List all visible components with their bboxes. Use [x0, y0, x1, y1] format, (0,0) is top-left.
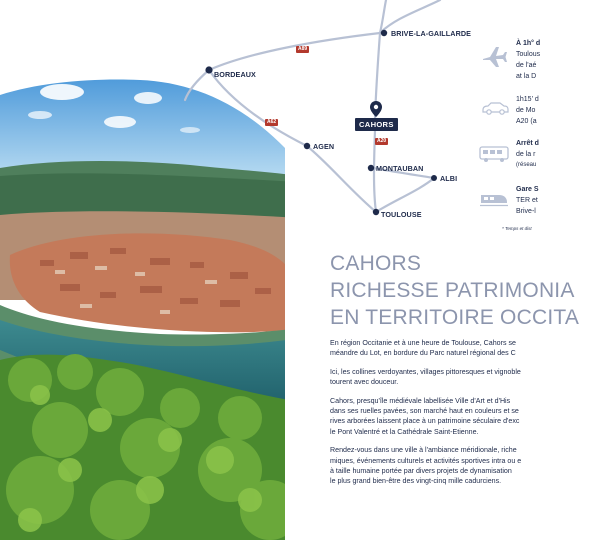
travel-train-line2: TER et — [516, 197, 538, 204]
paragraph-3 — [330, 396, 590, 438]
plane-icon — [480, 44, 508, 68]
travel-plane-line2: Toulous — [516, 51, 541, 58]
route-bordeaux-agen — [209, 70, 307, 146]
car-icon — [480, 101, 510, 115]
route-agen-toulouse — [307, 146, 376, 212]
paragraph-1-line-1: En région Occitanie et à une heure de Toulouse, Cahors se — [330, 339, 517, 347]
paragraph-1-line-2: méandre du Lot, en bordure du Parc naturel régional des C — [330, 349, 516, 358]
road-badge-a20: A20 — [377, 138, 387, 144]
travel-car-line3: A20 (a — [516, 118, 537, 125]
travel-plane-line4: at la D — [516, 73, 537, 80]
travel-plane-line1: À 1h° d — [516, 40, 541, 47]
travel-car-text — [516, 94, 539, 127]
travel-car-line2: de Mo — [516, 107, 536, 114]
travel-train-line3: Brive-l — [516, 208, 536, 215]
paragraph-4-line-4: le plus grand bien-être des vingt-cinq mille cadurciens. — [330, 477, 502, 486]
albi-dot — [431, 175, 437, 181]
city-label-bordeaux: BORDEAUX — [214, 70, 256, 79]
bus-icon — [479, 145, 509, 163]
city-label-cahors: CAHORS — [355, 118, 398, 131]
title-line-2: RICHESSE PATRIMONIA — [330, 279, 575, 302]
bordeaux-dot — [205, 66, 212, 73]
city-label-brive: BRIVE-LA-GAILLARDE — [391, 29, 472, 38]
travel-note: * Temps et dist — [502, 226, 532, 231]
train-icon — [479, 191, 509, 207]
paragraph-2 — [330, 367, 590, 388]
brive-dot — [381, 30, 387, 36]
road-badge-a89: A89 — [298, 46, 308, 52]
city-label-toulouse: TOULOUSE — [381, 210, 422, 219]
paragraph-3-line-1: Cahors, presqu'île médiévale labellisée Ville d'Art et d'His — [330, 396, 511, 405]
route-bordeaux-south — [185, 70, 209, 100]
travel-plane-line3: de l'aé — [516, 62, 537, 69]
cahors-pin-icon — [370, 101, 382, 117]
paragraph-4 — [330, 445, 590, 487]
paragraph-2-line-2: tourent avec douceur. — [330, 378, 399, 387]
travel-bus-line1: Arrêt d — [516, 140, 539, 147]
travel-train-text — [516, 184, 539, 217]
city-label-agen: AGEN — [313, 142, 335, 151]
route-bordeaux-brive — [209, 33, 380, 70]
paragraph-2-line-1: Ici, les collines verdoyantes, villages pittoresques et vignoble — [330, 367, 521, 376]
toulouse-dot — [373, 209, 379, 215]
body-text — [330, 338, 590, 495]
travel-bus-line2: de la r — [516, 151, 536, 158]
paragraph-4-line-1: Rendez-vous dans une ville à l'ambiance méridionale, riche — [330, 446, 517, 455]
title-line-3: EN TERRITOIRE OCCITA — [330, 306, 580, 329]
page-title — [330, 250, 579, 331]
route-toulouse-albi — [376, 178, 434, 212]
agen-dot — [304, 143, 310, 149]
city-label-montauban: MONTAUBAN — [376, 164, 424, 173]
paragraph-3-line-4: le Pont Valentré et la Cathédrale Saint-Etienne. — [330, 427, 479, 436]
montauban-dot — [368, 165, 374, 171]
paragraph-1 — [330, 338, 590, 359]
road-badge-a62: A62 — [267, 119, 277, 125]
paragraph-4-line-3: à taille humaine portée par divers projets de dynamisation — [330, 467, 512, 476]
travel-bus-text — [516, 138, 539, 171]
paragraph-3-line-3: rives arborées laissent place à un patrimoine séculaire d'exc — [330, 417, 520, 426]
title-line-1: CAHORS — [330, 252, 422, 275]
travel-car-line1: 1h15' d — [516, 96, 539, 103]
city-label-albi: ALBI — [440, 174, 458, 183]
paragraph-3-line-2: dans ses ruelles pavées, son marché haut en couleurs et se — [330, 407, 519, 416]
travel-bus-line3: (réseau — [516, 162, 537, 168]
paragraph-4-line-2: miques, événements culturels et activités sportives intra ou e — [330, 456, 522, 465]
travel-plane-text — [516, 38, 540, 82]
travel-train-line1: Gare S — [516, 186, 539, 193]
